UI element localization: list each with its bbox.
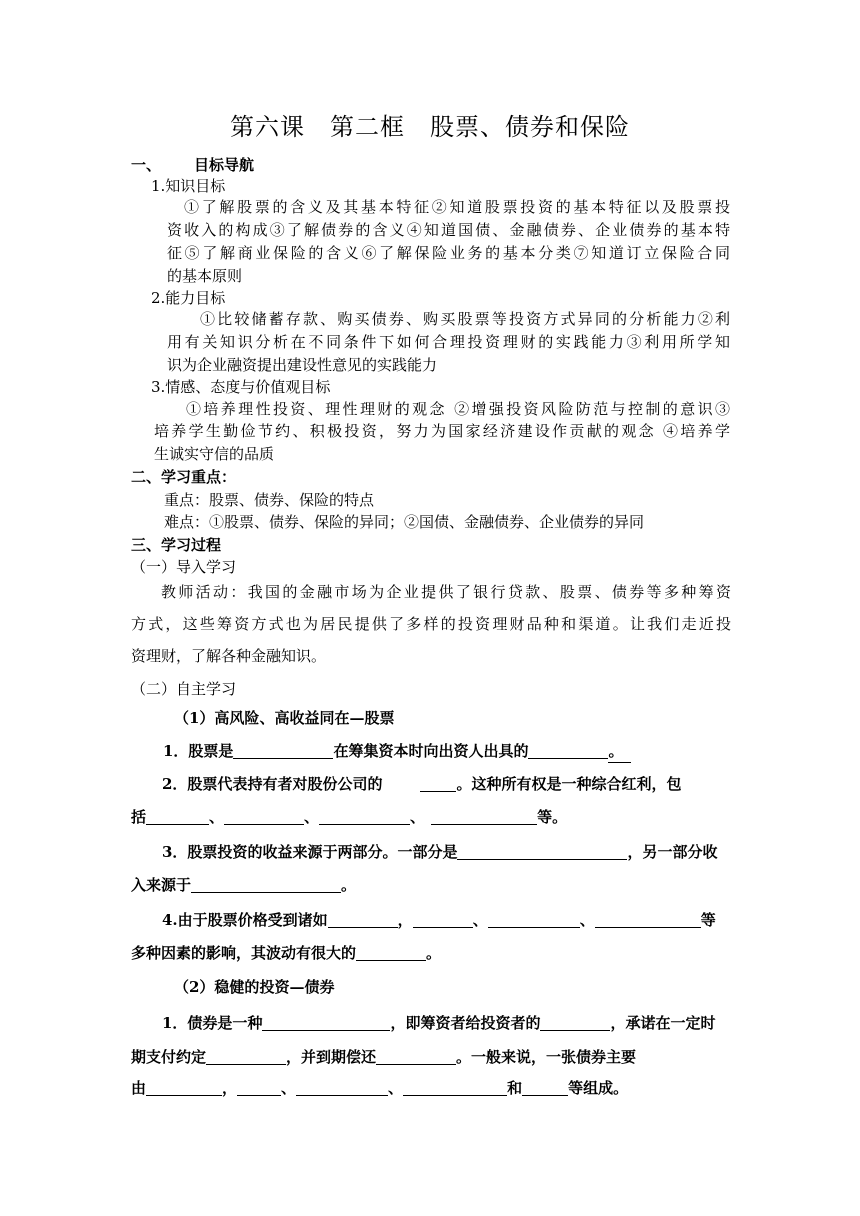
blank-field[interactable] xyxy=(319,808,410,825)
blank-field[interactable] xyxy=(595,911,701,928)
ability-goal-line-3: 识为企业融资提出建设性意见的实践能力 xyxy=(167,356,438,374)
stock-q1-text-c[interactable]: 。 xyxy=(608,740,631,763)
bond-q1-text-e: ，并到期偿还 xyxy=(286,1048,377,1066)
blank-field[interactable] xyxy=(296,1079,388,1096)
separator: ， xyxy=(397,911,413,929)
stock-q3-line-2 xyxy=(131,874,356,896)
emotion-goal-line-1: ①培养理性投资、理性理财的观念 ②增强投资风险防范与控制的意识③ xyxy=(186,400,730,418)
emotion-goal-label: 3.情感、态度与价值观目标 xyxy=(151,378,331,396)
emotion-goal-line-2: 培养学生勤俭节约、积极投资，努力为国家经济建设作贡献的观念 ④培养学 xyxy=(154,422,730,440)
blank-field[interactable] xyxy=(328,911,398,928)
intro-line-3: 资理财，了解各种金融知识。 xyxy=(131,647,327,665)
knowledge-goal-line-1: ①了解股票的含义及其基本特征②知道股票投资的基本特征以及股票投 xyxy=(184,198,730,216)
separator: 、 xyxy=(388,1079,404,1097)
difficult-point: 难点：①股票、债券、保险的异同；②国债、金融债券、企业债券的异同 xyxy=(164,513,645,531)
stock-q4-text-c: 。 xyxy=(426,944,442,962)
bond-q1-text-end: 等组成。 xyxy=(568,1079,629,1097)
ability-goal-line-2: 用有关知识分析在不同条件下如何合理投资理财的实践能力③利用所学知 xyxy=(167,333,730,351)
blank-field[interactable] xyxy=(540,1014,610,1031)
blank-field[interactable] xyxy=(413,911,473,928)
blank-field[interactable] xyxy=(237,1079,281,1096)
knowledge-goal-line-2: 资收入的构成③了解债券的含义④知道国债、金融债券、企业债券的基本特 xyxy=(167,221,730,239)
blank-field[interactable] xyxy=(233,742,333,759)
blank-field[interactable] xyxy=(488,911,580,928)
stock-q1 xyxy=(163,740,631,763)
separator: 、 xyxy=(472,911,488,929)
stock-q4-text-end: 等 xyxy=(700,911,716,929)
separator: 、 xyxy=(304,808,320,826)
knowledge-goal-line-3: 征⑤了解商业保险的含义⑥了解保险业务的基本分类⑦知道订立保险合同 xyxy=(167,244,730,262)
bond-q1-text-c: ，承诺在一定时 xyxy=(610,1014,716,1032)
stock-q2-line-1 xyxy=(162,773,681,795)
blank-field[interactable] xyxy=(431,808,537,825)
blank-field[interactable] xyxy=(522,1079,568,1096)
bond-q1-text-a: 1．债券是一种 xyxy=(162,1014,263,1032)
blank-field[interactable] xyxy=(376,1048,456,1065)
separator: ， xyxy=(222,1079,238,1097)
blank-field[interactable] xyxy=(146,808,209,825)
stock-q3-text-d: 。 xyxy=(341,876,357,894)
intro-line-2: 方式，这些筹资方式也为居民提供了多样的投资理财品种和渠道。让我们走近投 xyxy=(131,615,731,633)
bond-q1-line-1 xyxy=(162,1012,715,1034)
stock-q2-text-end: 等。 xyxy=(537,808,568,826)
stock-q3-text-a: 3．股票投资的收益来源于两部分。一部分是 xyxy=(162,843,458,861)
separator: 和 xyxy=(507,1079,523,1097)
ability-goal-line-1: ①比较储蓄存款、购买债券、购买股票等投资方式异同的分析能力②利 xyxy=(200,310,730,328)
knowledge-goal-line-4: 的基本原则 xyxy=(167,267,243,285)
bond-q1-text-d: 期支付约定 xyxy=(131,1048,207,1066)
bond-q1-text-f: 。一般来说，一张债券主要 xyxy=(456,1048,637,1066)
blank-field[interactable] xyxy=(403,1079,507,1096)
stock-q4-line-1 xyxy=(162,909,716,931)
bond-heading: （2）稳健的投资—债券 xyxy=(174,978,335,996)
knowledge-goal-label: 1.知识目标 xyxy=(151,177,226,195)
stock-q3-text-c: 入来源于 xyxy=(131,876,192,894)
emotion-goal-line-3: 生诚实守信的品质 xyxy=(154,445,275,463)
stock-q2-line-2 xyxy=(131,806,567,828)
separator: 、 xyxy=(281,1079,297,1097)
ability-goal-label: 2.能力目标 xyxy=(151,289,226,307)
blank-field[interactable] xyxy=(191,876,341,893)
page-title: 第六课 第二框 股票、债券和保险 xyxy=(230,113,630,141)
stock-q1-text-b: 在筹集资本时向出资人出具的 xyxy=(333,742,529,760)
stock-q4-text-b: 多种因素的影响，其波动有很大的 xyxy=(131,944,357,962)
stock-heading: （1）高风险、高收益同在—股票 xyxy=(174,709,395,727)
stock-q3-line-1 xyxy=(162,841,717,863)
separator: 、 xyxy=(209,808,225,826)
blank-field[interactable] xyxy=(356,944,426,961)
bond-q1-text-g: 由 xyxy=(131,1079,147,1097)
section-1-heading: 目标导航 xyxy=(194,156,255,174)
bond-q1-text-b: ，即筹资者给投资者的 xyxy=(390,1014,541,1032)
separator: 、 xyxy=(579,911,595,929)
blank-field[interactable] xyxy=(262,1014,390,1031)
stock-q1-text-a: 1．股票是 xyxy=(163,742,234,760)
bond-q1-line-3 xyxy=(131,1077,628,1099)
self-study-heading: （二）自主学习 xyxy=(131,680,237,698)
blank-field[interactable] xyxy=(528,742,608,759)
stock-q2-text-c: 括 xyxy=(131,808,147,826)
stock-q2-text-a: 2．股票代表持有者对股份公司的 xyxy=(162,775,383,793)
blank-field[interactable] xyxy=(146,1079,222,1096)
bond-q1-line-2 xyxy=(131,1046,636,1068)
stock-q2-text-b: 。这种所有权是一种综合红利，包 xyxy=(456,775,682,793)
stock-q4-line-2 xyxy=(131,942,441,964)
blank-field[interactable] xyxy=(224,808,304,825)
blank-field[interactable] xyxy=(457,843,627,860)
separator: 、 xyxy=(410,808,426,826)
section-1-number: 一、 xyxy=(131,156,162,174)
blank-field[interactable] xyxy=(420,775,456,792)
section-2-heading: 二、学习重点： xyxy=(131,468,237,486)
blank-field[interactable] xyxy=(206,1048,286,1065)
key-point: 重点：股票、债券、保险的特点 xyxy=(164,491,375,509)
intro-heading: （一）导入学习 xyxy=(131,558,237,576)
stock-q3-text-b: ，另一部分收 xyxy=(627,843,718,861)
section-3-heading: 三、学习过程 xyxy=(131,536,222,554)
intro-line-1: 教师活动：我国的金融市场为企业提供了银行贷款、股票、债券等多种筹资 xyxy=(161,583,731,601)
stock-q4-text-a: 4.由于股票价格受到诸如 xyxy=(162,911,328,929)
